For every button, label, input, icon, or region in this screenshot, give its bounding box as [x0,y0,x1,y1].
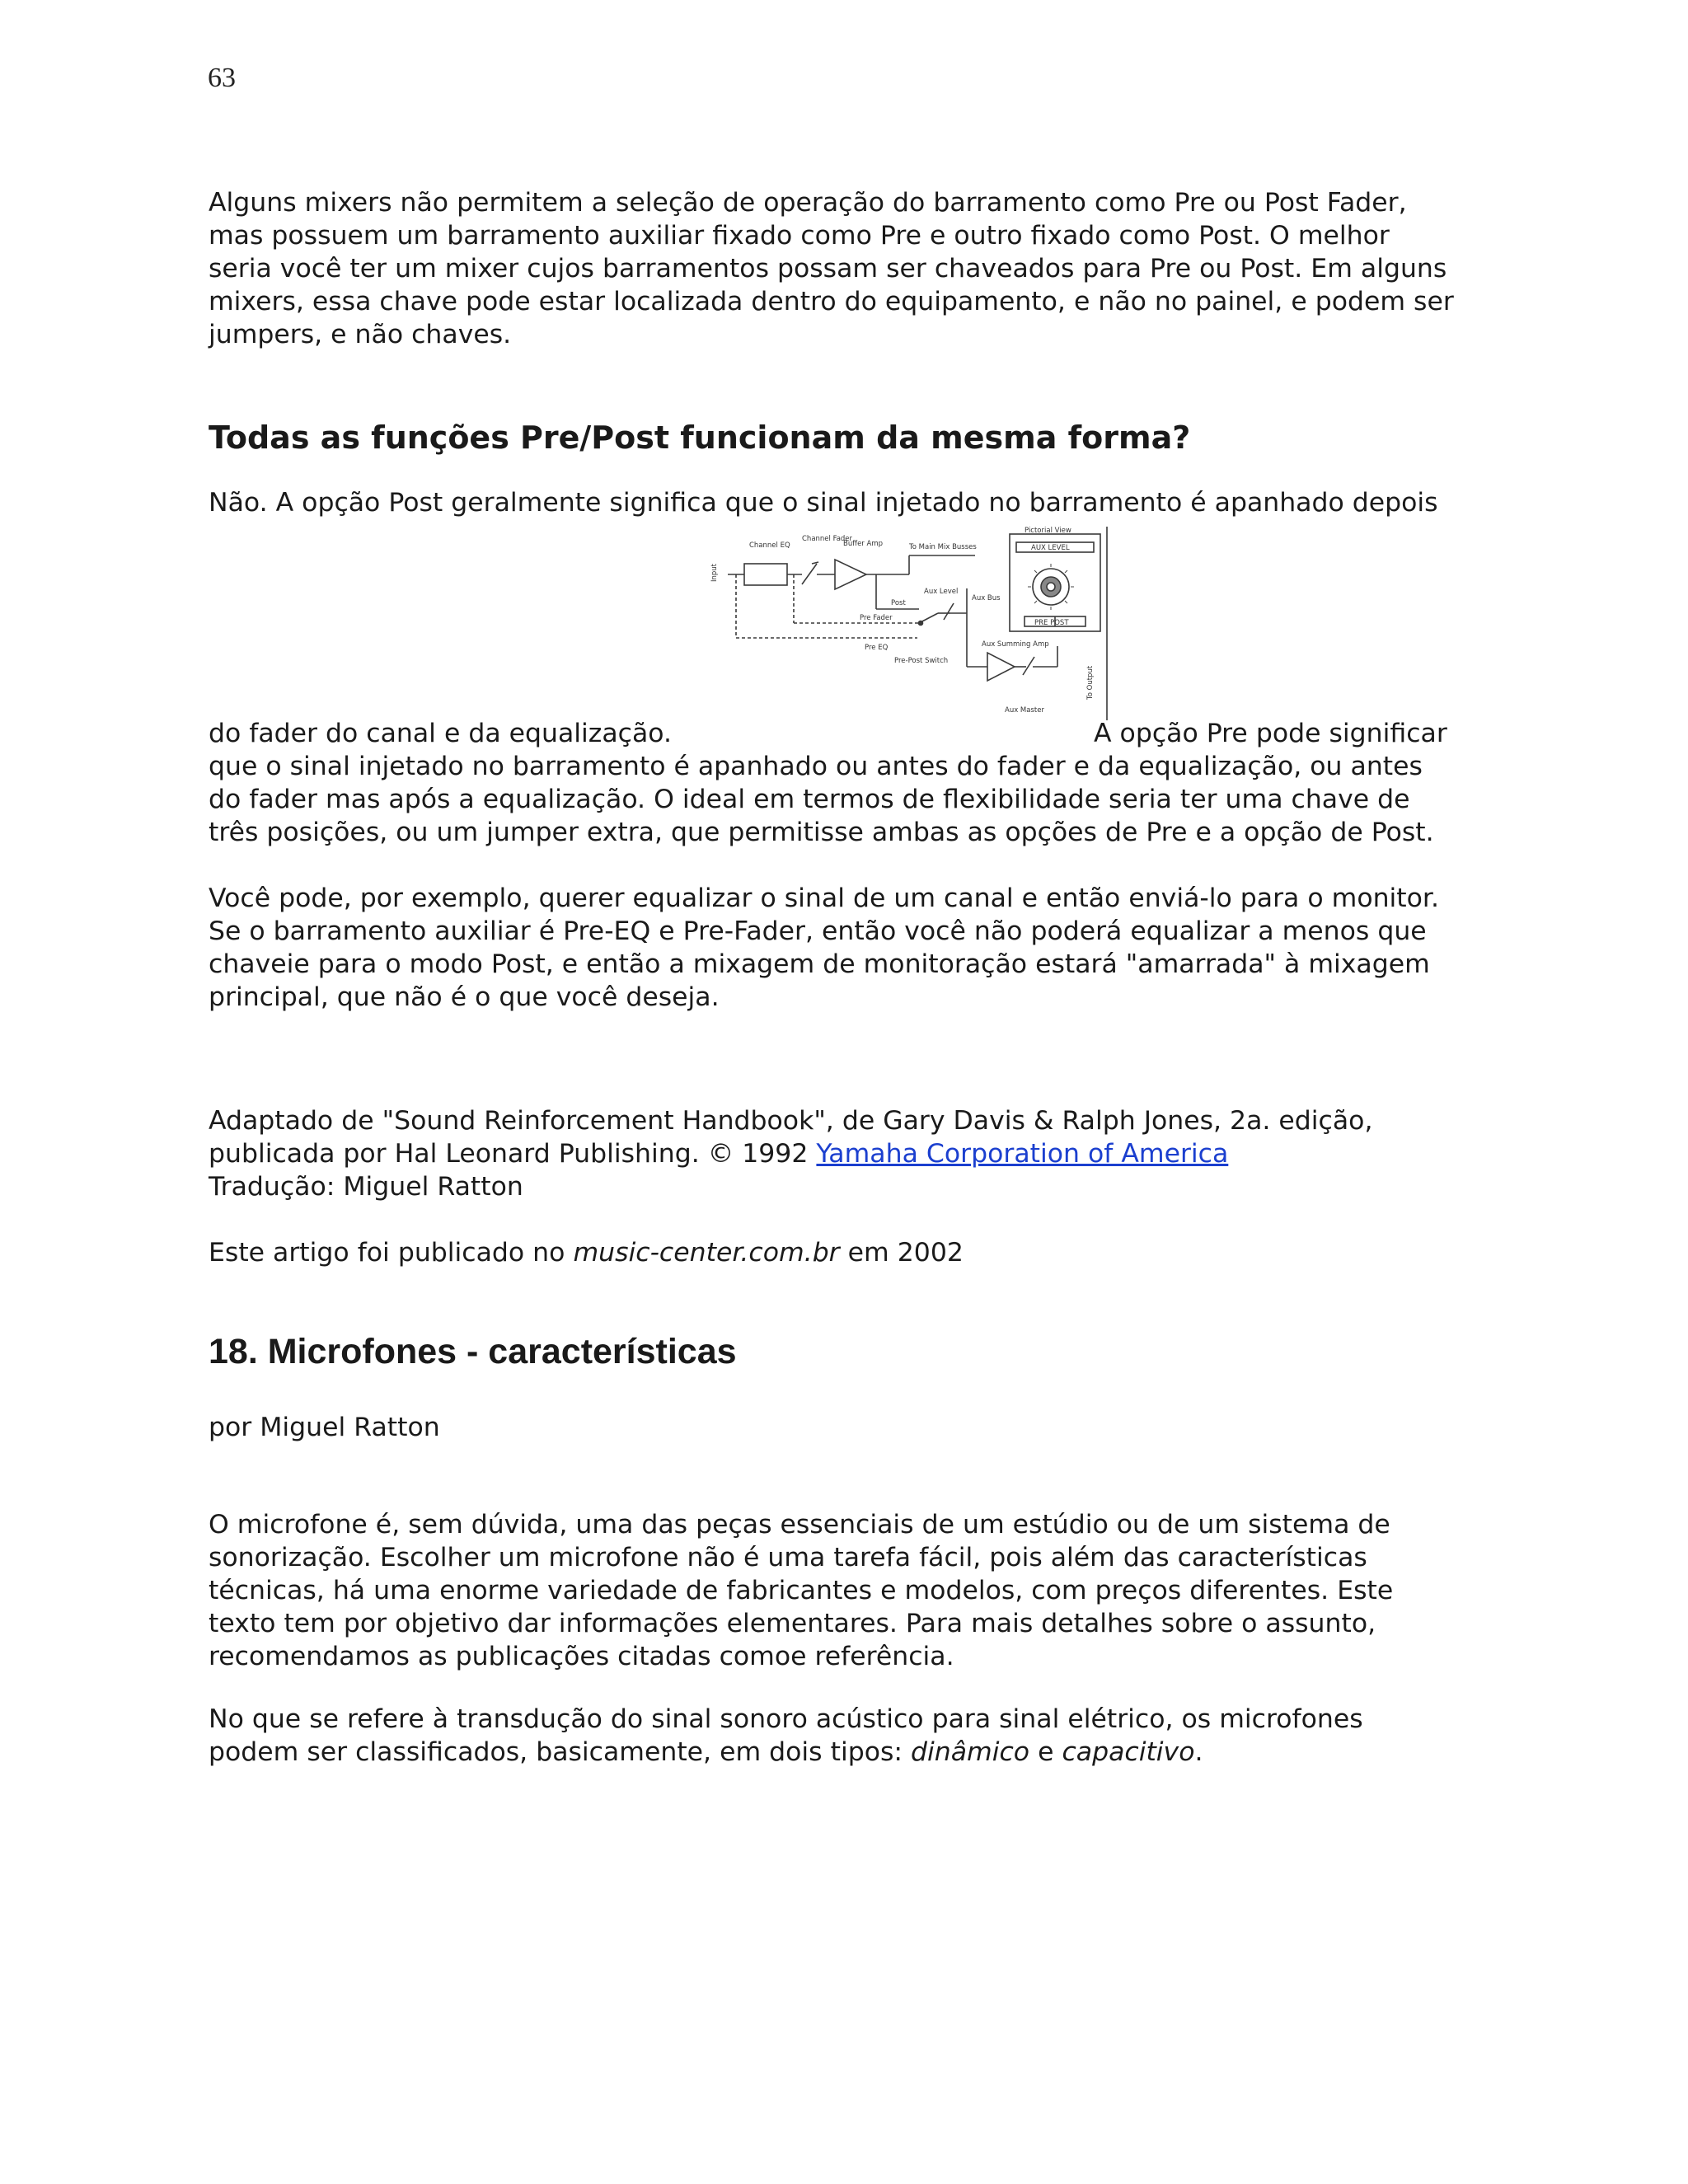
mic1-line-3: técnicas, há uma enorme variedade de fabricantes e modelos, com preços diferentes. Este [209,1576,1394,1605]
answer-line-2 [209,717,1544,750]
intro-line-1: Alguns mixers não permitem a seleção de operação do barramento como Pre ou Post Fader, [209,188,1407,218]
label-to-main-mix: To Main Mix Busses [909,543,977,551]
answer-line-5: três posições, ou um jumper extra, que permitisse ambas as opções de Pre e a opção de Post. [209,818,1434,847]
answer-line-2-left: do fader do canal e da equalização. [209,719,672,748]
label-pictorial-view: Pictorial View [1025,527,1071,535]
mic-paragraph-1 [209,1508,1544,1673]
label-aux-master: Aux Master [1005,706,1044,715]
label-pre-eq: Pre EQ [865,644,889,652]
mic1-line-1: O microfone é, sem dúvida, uma das peças essenciais de um estúdio ou de um sistema de [209,1510,1390,1540]
label-aux-level: Aux Level [924,588,959,596]
label-to-output: To Output [1086,665,1095,700]
label-post: Post [891,599,906,607]
published-site: music-center.com.br [573,1238,840,1268]
credits-line-3: Tradução: Miguel Ratton [209,1172,523,1202]
chapter-heading: 18. Microfones - características [209,1332,737,1371]
byline [209,1411,1544,1444]
aux-bus-diagram [703,523,1114,725]
mic1-line-2: sonorização. Escolher um microfone não é uma tarefa fácil, pois além das características [209,1543,1367,1572]
mic-type-condenser: capacitivo [1062,1737,1195,1767]
mic-type-dynamic: dinâmico [911,1737,1030,1767]
credits-line-2 [209,1137,1544,1170]
intro-paragraph [209,186,1544,351]
answer-line-3: que o sinal injetado no barramento é apanhado ou antes do fader e da equalização, ou antes [209,752,1423,781]
byline-text: por Miguel Ratton [209,1413,440,1442]
published-note [209,1236,1544,1269]
mic1-line-4: texto tem por objetivo dar informações elementares. Para mais detalhes sobre o assunto, [209,1609,1376,1638]
monitor-line-4: principal, que não é o que você deseja. [209,982,720,1012]
intro-line-4: mixers, essa chave pode estar localizada dentro do equipamento, e não no painel, e podem ser [209,287,1454,316]
label-buffer-amp: Buffer Amp [843,540,883,548]
label-aux-level-knob: AUX LEVEL [1031,544,1070,552]
label-pre-fader: Pre Fader [860,614,893,622]
mic2-line-1: No que se refere à transdução do sinal sonoro acústico para sinal elétrico, os microfones [209,1704,1363,1734]
credits-line-1: Adaptado de "Sound Reinforcement Handbook", de Gary Davis & Ralph Jones, 2a. edição, [209,1106,1373,1136]
label-channel-fader: Channel Fader [802,535,853,543]
monitor-paragraph [209,882,1544,1014]
label-pre-post-buttons: PRE POST [1034,619,1069,627]
answer-line-1-text: Não. A opção Post geralmente significa que o sinal injetado no barramento é apanhado depois [209,488,1438,518]
mic2-conjunction: e [1029,1737,1062,1767]
published-suffix: em 2002 [839,1238,964,1268]
mic2-line-2-prefix: podem ser classificados, basicamente, em dois tipos: [209,1737,912,1767]
credits [209,1104,1544,1203]
mic2-line-2 [209,1736,1544,1769]
monitor-line-3: chaveie para o modo Post, e então a mixagem de monitoração estará "amarrada" à mixagem [209,949,1430,979]
published-prefix: Este artigo foi publicado no [209,1238,574,1268]
intro-line-3: seria você ter um mixer cujos barramentos possam ser chaveados para Pre ou Post. Em alguns [209,254,1447,284]
yamaha-link[interactable]: Yamaha Corporation of America [816,1139,1229,1169]
label-aux-bus: Aux Bus [972,594,1001,602]
monitor-line-2: Se o barramento auxiliar é Pre-EQ e Pre-Fader, então você não poderá equalizar a menos que [209,916,1427,946]
label-input: Input [710,563,719,582]
mic1-line-5: recomendamos as publicações citadas comoe referência. [209,1642,954,1671]
answer-line-4: do fader mas após a equalização. O ideal em termos de flexibilidade seria ter uma chave de [209,785,1410,814]
page-number: 63 [208,63,236,93]
mic2-line-2-suffix: . [1194,1737,1203,1767]
intro-line-2: mas possuem um barramento auxiliar fixado como Pre e outro fixado como Post. O melhor [209,221,1390,251]
published-line [209,1236,1544,1269]
mic-paragraph-2 [209,1703,1544,1769]
credits-line-2-prefix: publicada por Hal Leonard Publishing. © 1992 [209,1139,817,1169]
monitor-line-1: Você pode, por exemplo, querer equalizar o sinal de um canal e então enviá-lo para o monitor. [209,883,1440,913]
label-pre-post-switch: Pre-Post Switch [894,657,949,665]
intro-line-5: jumpers, e não chaves. [209,320,512,349]
answer-line-1 [209,486,1544,519]
aux-bus-diagram-svg [703,523,1114,725]
label-channel-eq: Channel EQ [749,541,790,550]
answer-line-2-right: A opção Pre pode significar [1094,719,1447,748]
label-aux-summing-amp: Aux Summing Amp [982,640,1049,649]
section-heading: Todas as funções Pre/Post funcionam da mesma forma? [209,419,1191,456]
answer-paragraph-rest [209,717,1544,849]
